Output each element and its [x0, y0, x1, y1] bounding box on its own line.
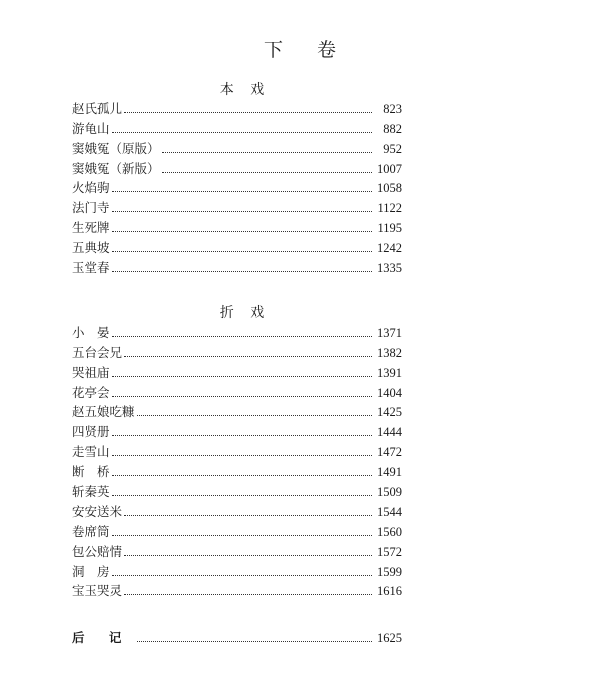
toc-entry-page: 882	[383, 121, 402, 136]
toc-entry-title: 包公赔情	[72, 543, 123, 559]
toc-entry-page: 1544	[377, 504, 402, 519]
toc-list-excerpts	[72, 320, 402, 598]
toc-entry-page: 1491	[377, 465, 402, 480]
toc-entry-page: 1444	[377, 425, 402, 440]
toc-entry-page: 1007	[377, 161, 402, 176]
toc-entry-title: 洞 房	[72, 563, 110, 579]
toc-entry-title: 生死牌	[72, 220, 110, 236]
toc-entry[interactable]	[72, 360, 402, 380]
toc-entry-title: 走雪山	[72, 444, 110, 460]
leader-dots	[112, 250, 372, 252]
toc-entry-page: 1122	[377, 201, 402, 216]
toc-entry-page: 1616	[377, 584, 402, 599]
leader-dots	[112, 454, 372, 456]
toc-entry-title: 赵氏孤儿	[72, 100, 123, 116]
toc-entry-afterword[interactable]	[72, 625, 402, 645]
leader-dots	[112, 574, 372, 576]
toc-entry[interactable]	[72, 96, 402, 116]
toc-entry[interactable]	[72, 320, 402, 340]
toc-entry-page: 1371	[377, 325, 402, 340]
toc-entry-title: 小 晏	[72, 324, 110, 340]
toc-entry[interactable]	[72, 400, 402, 420]
toc-entry-page: 1425	[377, 405, 402, 420]
toc-entry-title: 卷席筒	[72, 523, 110, 539]
toc-entry-page: 1599	[377, 564, 402, 579]
toc-entry[interactable]	[72, 539, 402, 559]
toc-entry[interactable]	[72, 579, 402, 599]
leader-dots	[112, 131, 372, 133]
leader-dots	[112, 395, 372, 397]
toc-entry[interactable]	[72, 156, 402, 176]
leader-dots	[112, 190, 372, 192]
leader-dots	[124, 554, 372, 556]
toc-entry-page: 1404	[377, 385, 402, 400]
toc-entry-page: 1472	[377, 445, 402, 460]
afterword-page: 1625	[377, 630, 402, 645]
toc-entry-title: 花亭会	[72, 384, 110, 400]
toc-entry[interactable]	[72, 136, 402, 156]
leader-dots	[112, 474, 372, 476]
toc-entry[interactable]	[72, 215, 402, 235]
toc-entry-title: 法门寺	[72, 200, 110, 216]
leader-dots	[112, 210, 372, 212]
toc-entry[interactable]	[72, 559, 402, 579]
leader-dots	[112, 375, 372, 377]
leader-dots	[124, 111, 372, 113]
toc-entry[interactable]	[72, 255, 402, 275]
toc-list-main-plays	[72, 96, 402, 275]
toc-entry-page: 1058	[377, 181, 402, 196]
section-title-excerpts: 折 戏	[219, 305, 271, 321]
toc-entry[interactable]	[72, 176, 402, 196]
toc-entry-title: 五典坡	[72, 240, 110, 256]
toc-entry-title: 断 桥	[72, 464, 110, 480]
toc-entry-title: 赵五娘吃糠	[72, 404, 135, 420]
leader-dots	[137, 640, 372, 642]
leader-dots	[124, 355, 372, 357]
toc-entry-title: 玉堂春	[72, 260, 110, 276]
toc-entry[interactable]	[72, 459, 402, 479]
volume-title: 下 卷	[263, 39, 351, 61]
toc-entry-page: 1509	[377, 485, 402, 500]
toc-entry[interactable]	[72, 116, 402, 136]
toc-entry-page: 1195	[377, 221, 402, 236]
toc-entry-title: 宝玉哭灵	[72, 583, 123, 599]
toc-entry-title: 哭祖庙	[72, 364, 110, 380]
toc-entry-title: 安安送米	[72, 503, 123, 519]
toc-entry-title: 火焰驹	[72, 180, 110, 196]
toc-entry-page: 823	[383, 101, 402, 116]
leader-dots	[112, 534, 372, 536]
toc-entry-page: 1382	[377, 345, 402, 360]
toc-entry-title: 窦娥冤（原版）	[72, 140, 160, 156]
toc-entry-page: 1335	[377, 261, 402, 276]
toc-entry-title: 窦娥冤（新版）	[72, 160, 160, 176]
leader-dots	[112, 230, 372, 232]
toc-entry-title: 四贤册	[72, 424, 110, 440]
leader-dots	[162, 171, 372, 173]
toc-entry-title: 五台会兄	[72, 344, 123, 360]
toc-entry[interactable]	[72, 380, 402, 400]
toc-entry[interactable]	[72, 519, 402, 539]
toc-entry[interactable]	[72, 419, 402, 439]
toc-entry-page: 1391	[377, 365, 402, 380]
toc-entry[interactable]	[72, 499, 402, 519]
leader-dots	[112, 335, 372, 337]
toc-entry-page: 1572	[377, 544, 402, 559]
toc-entry-page: 952	[383, 141, 402, 156]
toc-entry-title: 斩秦英	[72, 484, 110, 500]
toc-entry-title: 游龟山	[72, 120, 110, 136]
toc-entry-page: 1242	[377, 241, 402, 256]
leader-dots	[112, 494, 372, 496]
toc-entry[interactable]	[72, 235, 402, 255]
leader-dots	[124, 593, 372, 595]
leader-dots	[112, 434, 372, 436]
toc-entry[interactable]	[72, 195, 402, 215]
leader-dots	[124, 514, 372, 516]
leader-dots	[112, 270, 372, 272]
toc-entry[interactable]	[72, 479, 402, 499]
leader-dots	[162, 151, 372, 153]
section-title-main-plays: 本 戏	[219, 82, 271, 98]
leader-dots	[137, 414, 372, 416]
toc-entry[interactable]	[72, 340, 402, 360]
toc-entry[interactable]	[72, 439, 402, 459]
afterword-title: 后 记	[72, 629, 132, 645]
toc-entry-page: 1560	[377, 524, 402, 539]
